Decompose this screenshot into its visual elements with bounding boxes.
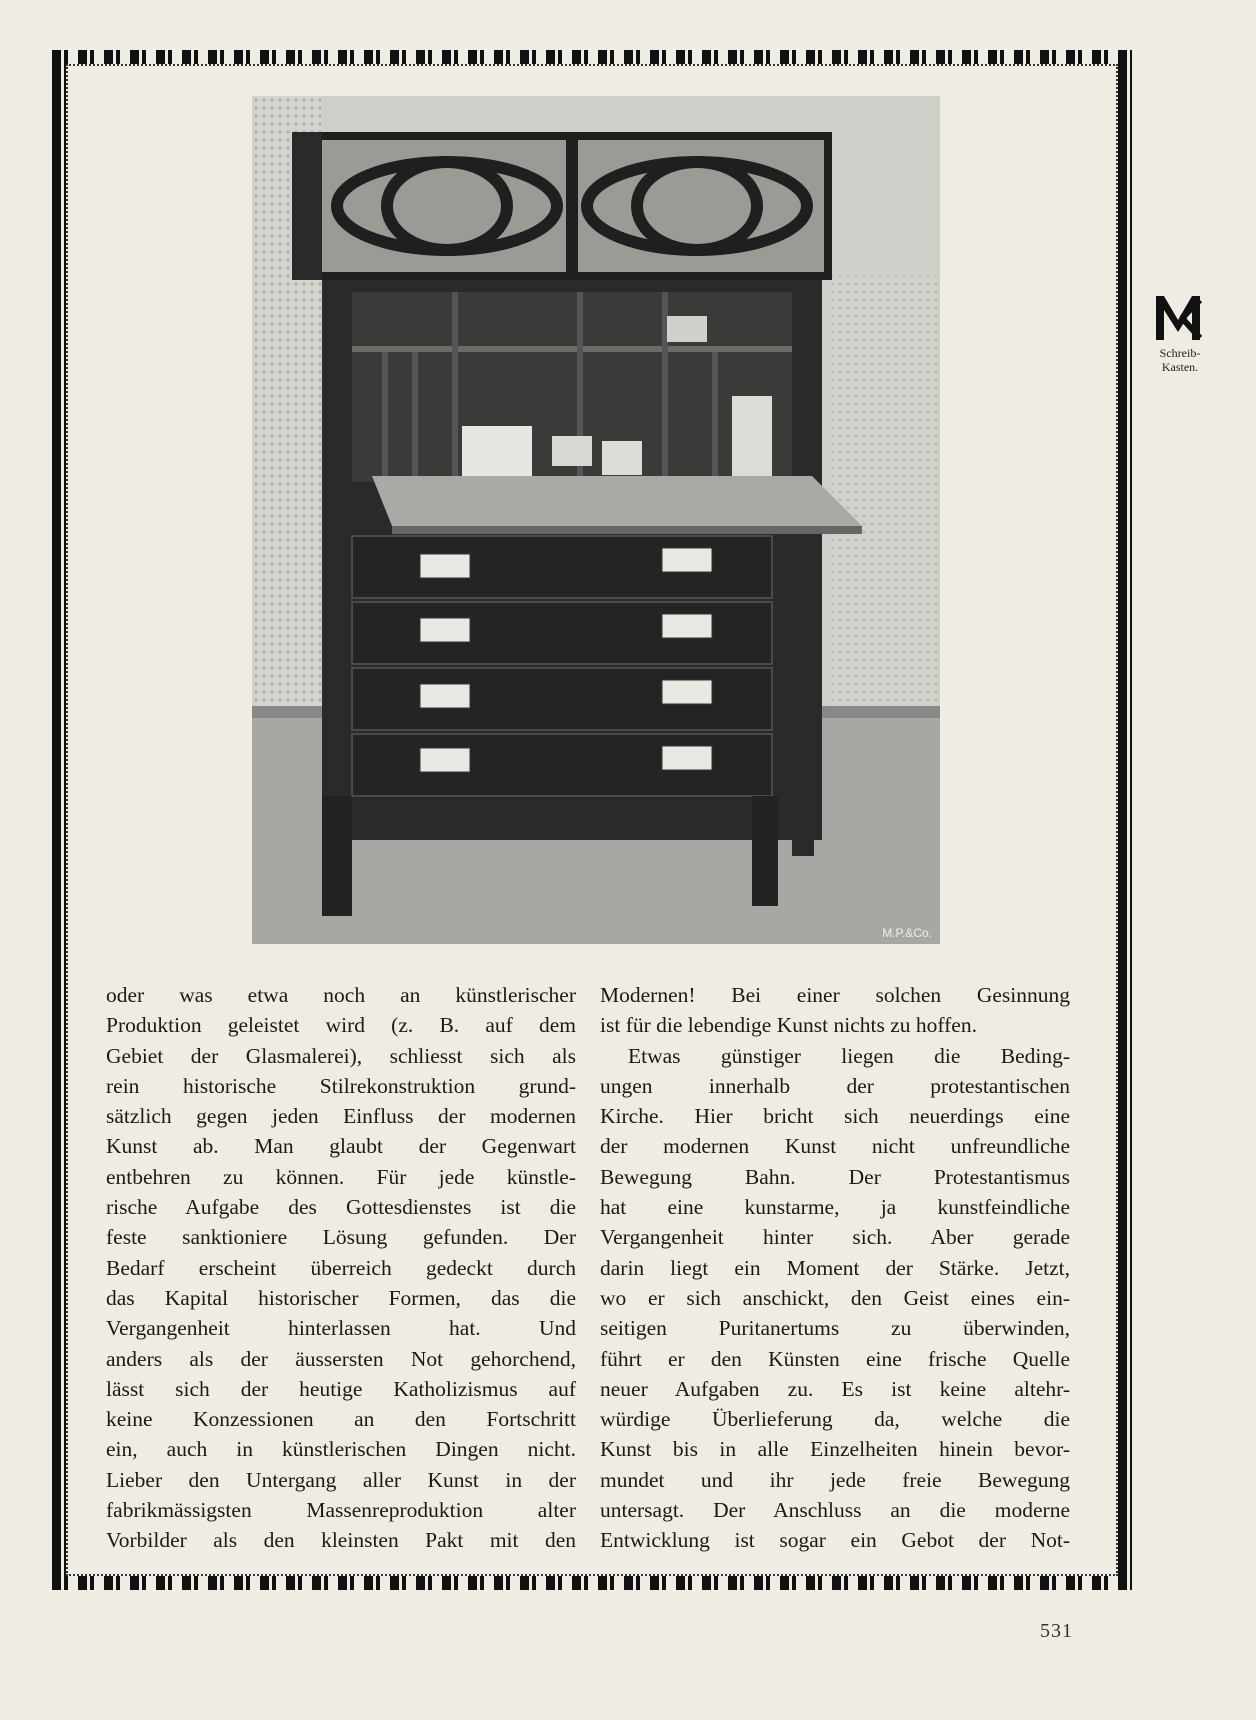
text-line: feste sanktioniere Lösung gefunden. Der <box>106 1225 576 1250</box>
text-line: keine Konzessionen an den Fortschritt <box>106 1407 576 1432</box>
text-line: das Kapital historischer Formen, das die <box>106 1285 576 1310</box>
text-line: Kirche. Hier bricht sich neuerdings eine <box>600 1104 1070 1129</box>
text-line: rein historische Stilrekonstruktion grund- <box>106 1073 576 1098</box>
text-line: anders als der äussersten Not gehorchend, <box>106 1346 576 1371</box>
text-line: Bedarf erscheint überreich gedeckt durch <box>106 1255 576 1280</box>
furniture-photograph <box>252 96 940 944</box>
text-line: ist für die lebendige Kunst nichts zu hoffen. <box>600 1013 977 1038</box>
text-line: mundet und ihr jede freie Bewegung <box>600 1467 1070 1492</box>
text-line: führt er den Künsten eine frische Quelle <box>600 1346 1070 1371</box>
text-line: Vergangenheit hinter sich. Aber gerade <box>600 1225 1070 1250</box>
text-line: oder was etwa noch an künstlerischer <box>106 983 576 1007</box>
text-line: Vergangenheit hinterlassen hat. Und <box>106 1316 576 1341</box>
text-line: Etwas günstiger liegen die Beding- <box>628 1043 1070 1068</box>
text-line: Kunst ab. Man glaubt der Gegenwart <box>106 1134 576 1159</box>
text-line: der modernen Kunst nicht unfreundliche <box>600 1134 1070 1159</box>
text-line: Gebiet der Glasmalerei), schliesst sich als <box>106 1043 576 1068</box>
text-line: Kunst bis in alle Einzelheiten hinein bevor- <box>600 1437 1070 1462</box>
text-column-left <box>106 980 576 1556</box>
text-line: ungen innerhalb der protestantischen <box>600 1073 1070 1098</box>
page-number: 531 <box>1040 1620 1073 1642</box>
caption-line-2: Kasten. <box>1161 360 1199 374</box>
text-column-right <box>600 980 1070 1556</box>
text-line: Vorbilder als den kleinsten Pakt mit den <box>106 1528 576 1553</box>
mk-monogram-icon <box>1152 292 1204 344</box>
writing-cabinet-illustration <box>252 96 940 944</box>
text-line: lässt sich der heutige Katholizismus auf <box>106 1376 576 1401</box>
text-line: würdige Überlieferung da, welche die <box>600 1407 1070 1432</box>
text-line: Entwicklung ist sogar ein Gebot der Not- <box>600 1528 1070 1553</box>
photographer-mark: M.P.&Co. <box>882 926 932 940</box>
text-line: Modernen! Bei einer solchen Gesinnung <box>600 983 1070 1007</box>
text-line: hat eine kunstarme, ja kunstfeindliche <box>600 1195 1070 1220</box>
caption-line-1: Schreib- <box>1159 346 1201 360</box>
text-line: Produktion geleistet wird (z. B. auf dem <box>106 1013 576 1038</box>
text-line: entbehren zu können. Für jede künstle- <box>106 1164 576 1189</box>
text-line: seitigen Puritanertums zu überwinden, <box>600 1316 1070 1341</box>
text-line: fabrikmässigsten Massenreproduktion alter <box>106 1498 576 1523</box>
text-line: Bewegung Bahn. Der Protestantismus <box>600 1164 1070 1189</box>
text-line: wo er sich anschickt, den Geist eines ein- <box>600 1285 1070 1310</box>
text-line: Lieber den Untergang aller Kunst in der <box>106 1467 576 1492</box>
text-line: untersagt. Der Anschluss an die moderne <box>600 1498 1070 1523</box>
text-line: rische Aufgabe des Gottesdienstes ist die <box>106 1195 576 1220</box>
text-line: ein, auch in künstlerischen Dingen nicht. <box>106 1437 576 1462</box>
text-line: neuer Aufgaben zu. Es ist keine altehr- <box>600 1376 1070 1401</box>
text-line: darin liegt ein Moment der Stärke. Jetzt, <box>600 1255 1070 1280</box>
object-caption <box>1146 346 1214 374</box>
text-line: sätzlich gegen jeden Einfluss der modernen <box>106 1104 576 1129</box>
